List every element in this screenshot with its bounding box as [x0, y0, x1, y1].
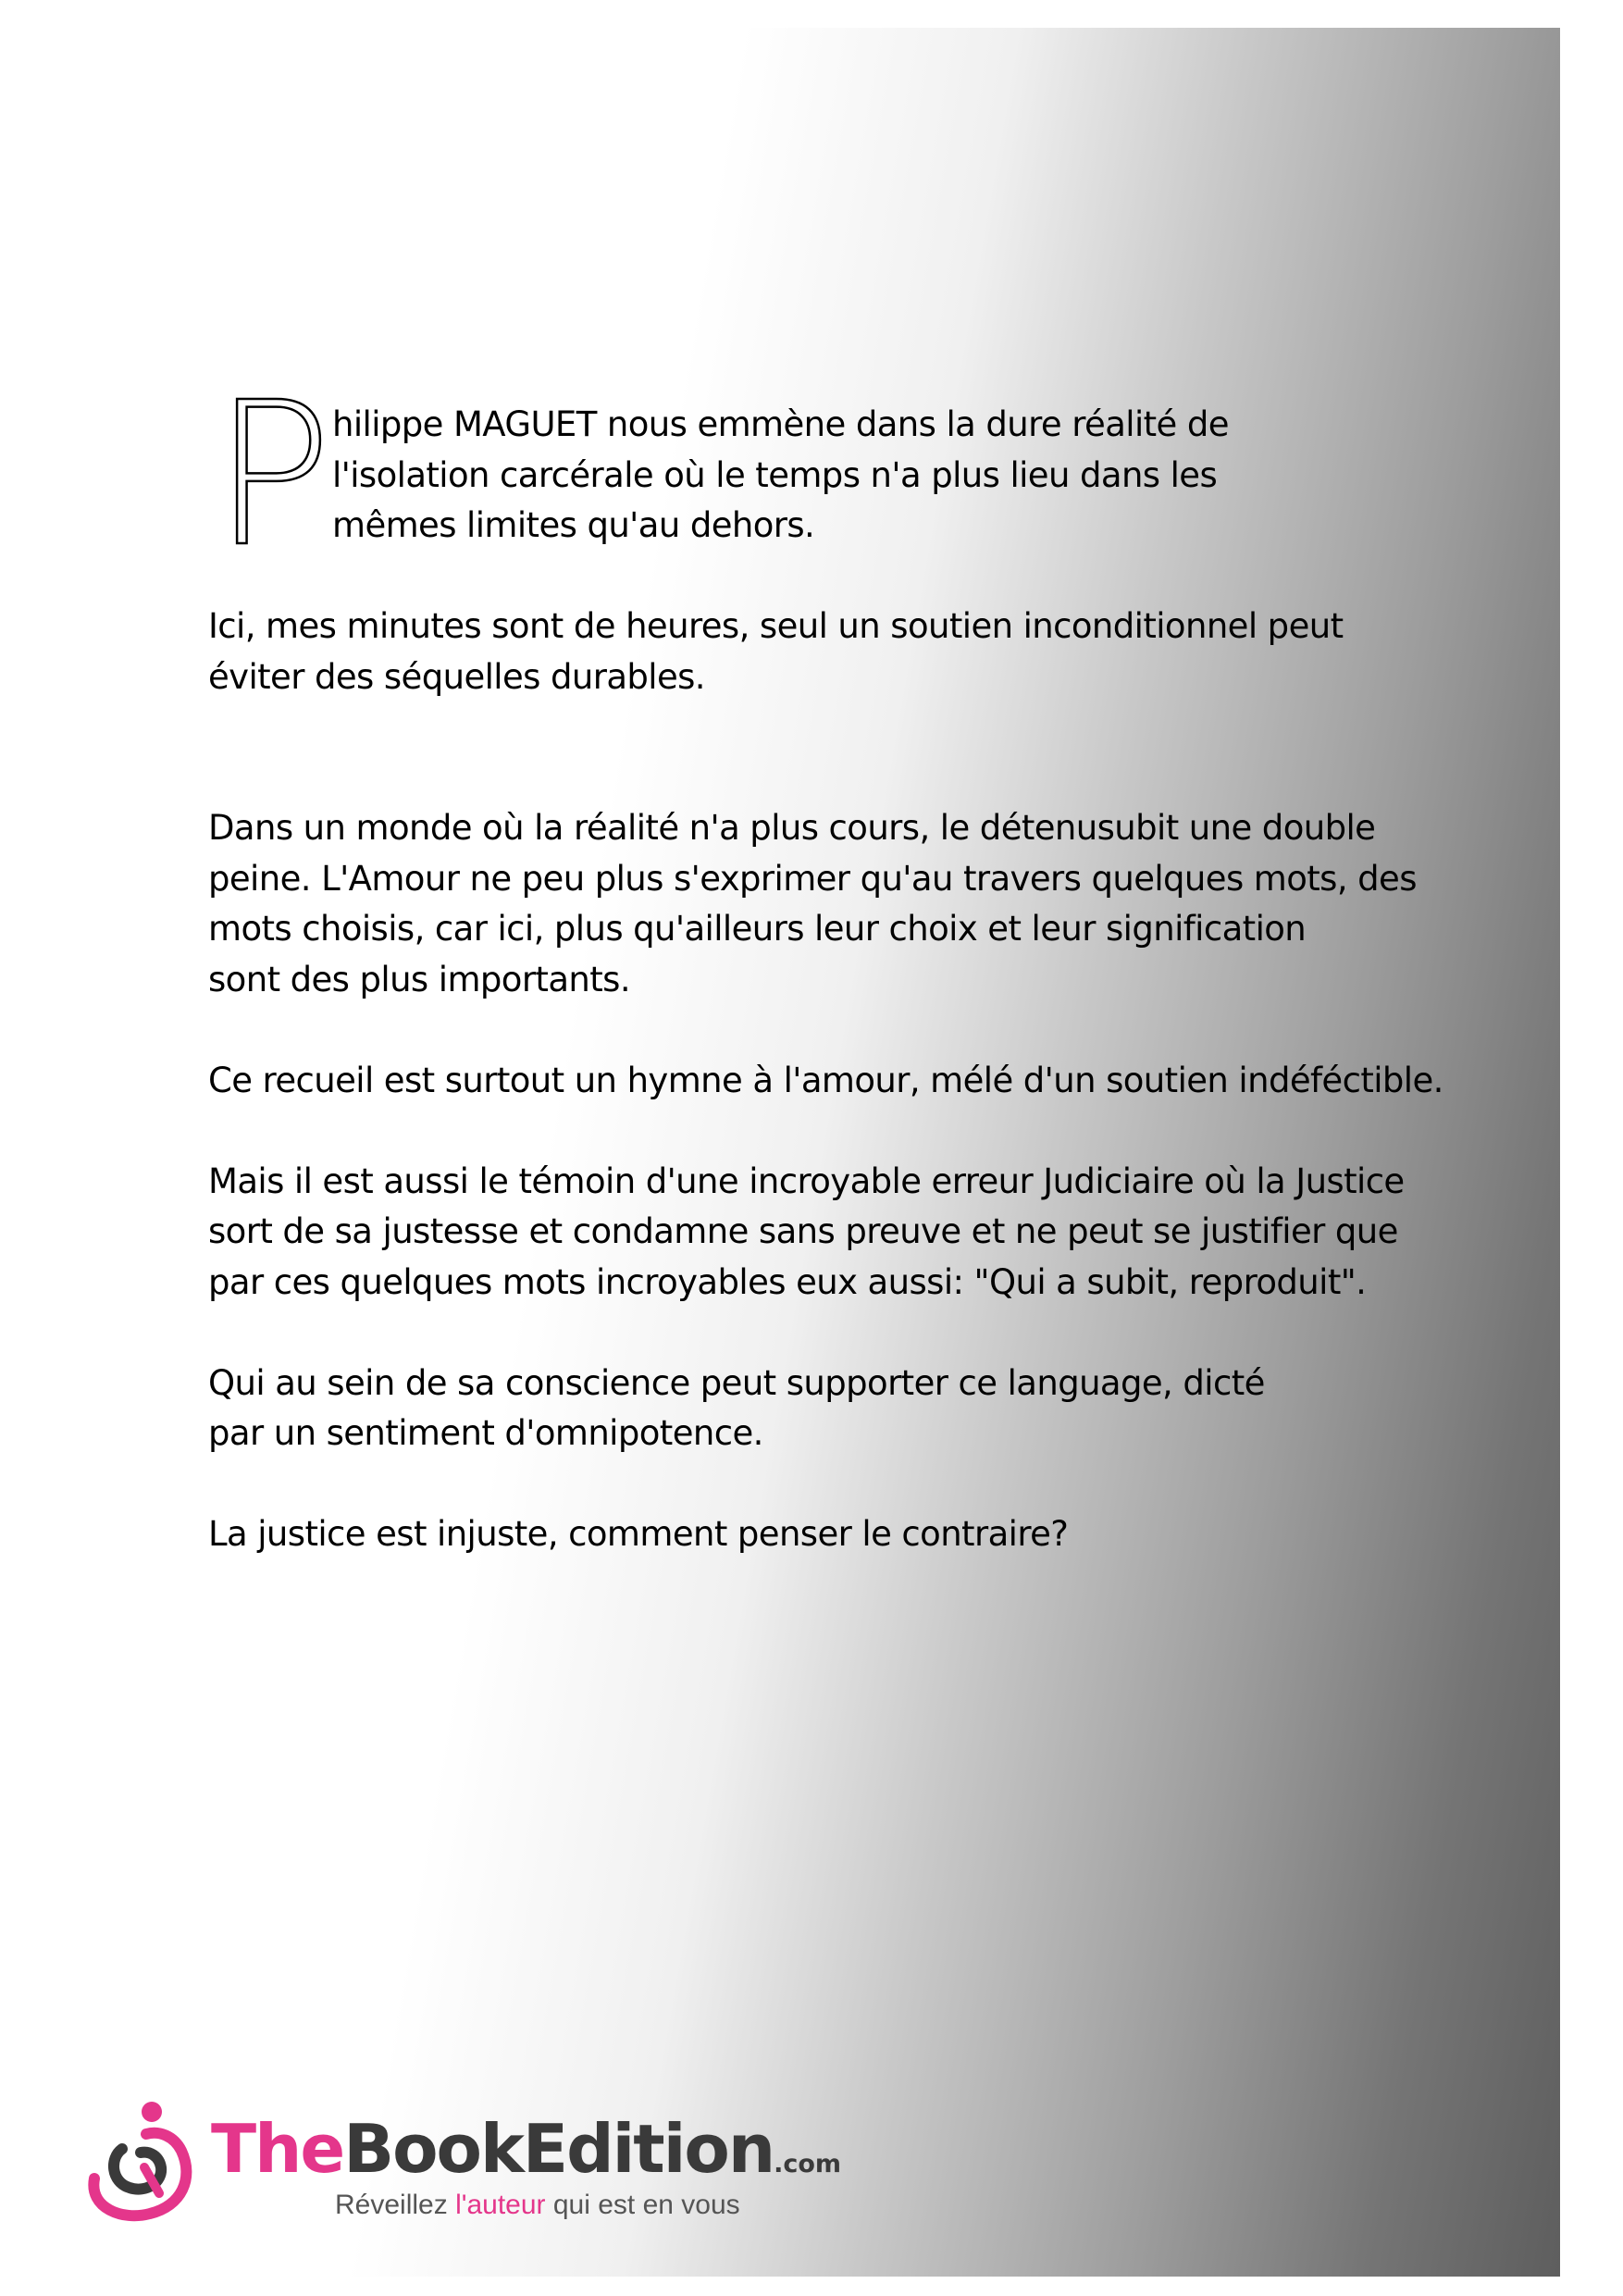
text-line: par un sentiment d'omnipotence. — [208, 1413, 763, 1453]
paragraph-3 — [208, 803, 1448, 1005]
back-cover-text — [208, 360, 1448, 1610]
paragraph-2 — [208, 602, 1448, 702]
text-line: Dans un monde où la réalité n'a plus cours, le détenusubit une double — [208, 808, 1376, 848]
brand-com: .com — [774, 2150, 842, 2178]
tagline-pre: Réveillez — [335, 2190, 456, 2220]
thebookedition-logo-icon — [85, 2093, 205, 2223]
paragraph-7 — [208, 1509, 1448, 1560]
tagline — [335, 2190, 740, 2221]
text-line: sont des plus importants. — [208, 959, 631, 999]
text-line: La justice est injuste, comment penser le contraire? — [208, 1514, 1069, 1554]
tagline-post: qui est en vous — [545, 2190, 740, 2220]
brand-name — [211, 2112, 841, 2202]
text-line: Ce recueil est surtout un hymne à l'amour, mélé d'un soutien indéféctible. — [208, 1060, 1443, 1100]
text-line: Mais il est aussi le témoin d'une incroyable erreur Judiciaire où la Justice — [208, 1160, 1405, 1201]
paragraph-6 — [208, 1359, 1448, 1459]
paragraph-4 — [208, 1056, 1448, 1107]
drop-cap: P — [213, 360, 332, 590]
spacer — [208, 753, 1448, 804]
paragraph-1 — [208, 360, 1448, 590]
thebookedition-logo — [85, 2093, 918, 2232]
brand-book-edition: BookEdition — [343, 2110, 774, 2188]
text-line: éviter des séquelles durables. — [208, 656, 705, 697]
text-line: peine. L'Amour ne peu plus s'exprimer qu'au travers quelques mots, des — [208, 858, 1417, 899]
text-line: mots choisis, car ici, plus qu'ailleurs leur choix et leur signification — [208, 909, 1307, 949]
text-line: Ici, mes minutes sont de heures, seul un soutien inconditionnel peut — [208, 606, 1344, 646]
text-line: sort de sa justesse et condamne sans preuve et ne peut se justifier que — [208, 1211, 1398, 1251]
text-line: mêmes limites qu'au dehors. — [332, 505, 815, 545]
text-line: Qui au sein de sa conscience peut supporter ce language, dicté — [208, 1362, 1265, 1403]
text-line: par ces quelques mots incroyables eux aussi: "Qui a subit, reproduit". — [208, 1261, 1367, 1302]
tagline-accent: l'auteur — [455, 2190, 546, 2220]
text-line: hilippe MAGUET nous emmène dans la dure réalité de — [332, 404, 1229, 444]
paragraph-5 — [208, 1157, 1448, 1309]
text-line: l'isolation carcérale où le temps n'a plus lieu dans les — [332, 454, 1218, 495]
brand-the: The — [211, 2110, 344, 2188]
